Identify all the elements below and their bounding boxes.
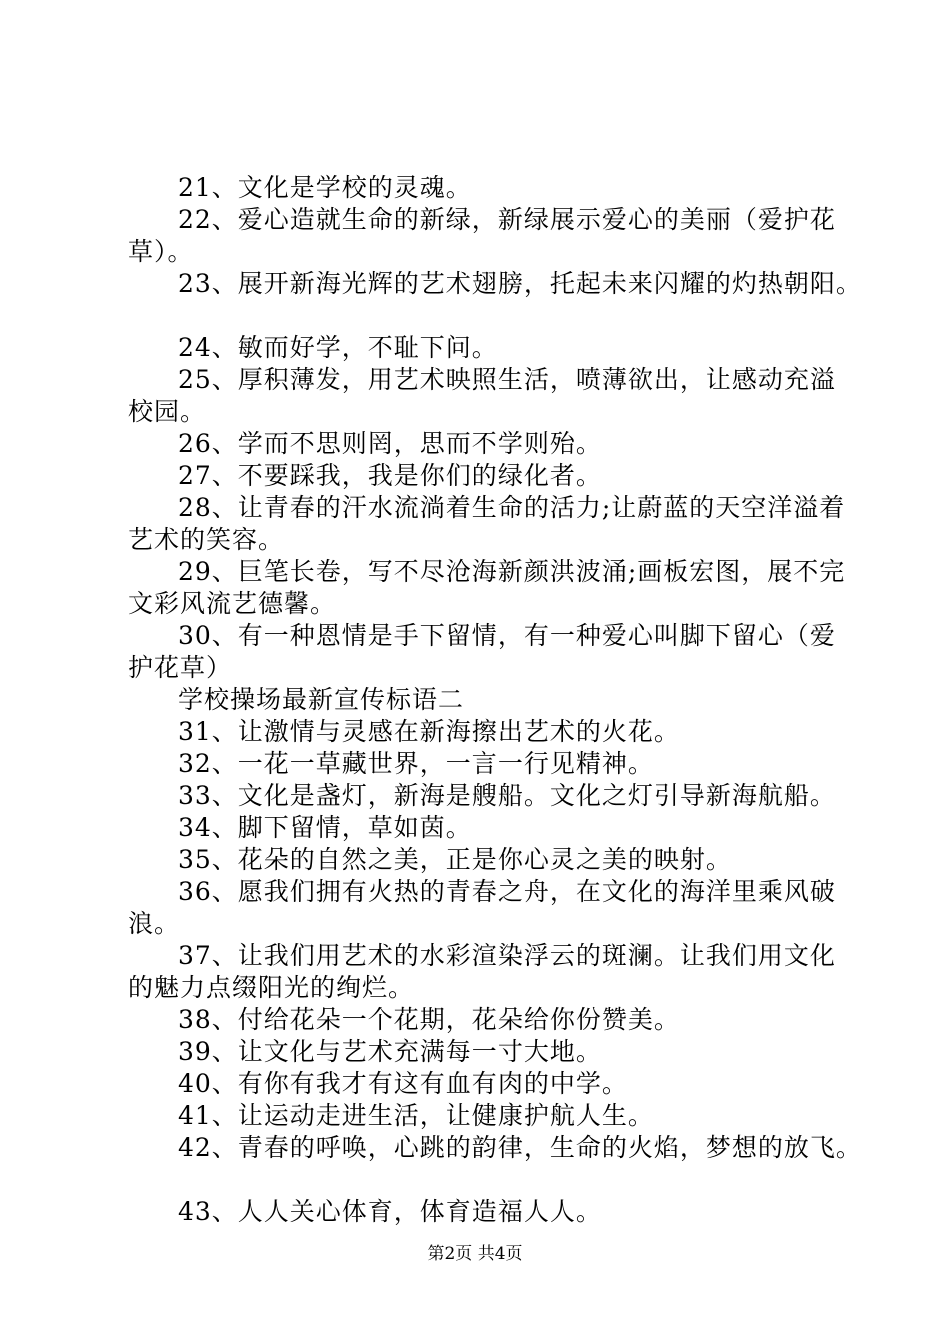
slogan-37-continued: 的魅力点缀阳光的绚烂。	[128, 973, 415, 1002]
slogan-22: 22、爱心造就生命的新绿，新绿展示爱心的美丽（爱护花	[178, 205, 836, 234]
slogan-43: 43、人人关心体育，体育造福人人。	[178, 1197, 602, 1226]
page-footer: 第2页 共4页	[427, 1244, 523, 1264]
document-body	[128, 172, 862, 1228]
slogan-36-continued: 浪。	[128, 909, 181, 938]
slogan-25-continued: 校园。	[128, 397, 207, 426]
slogan-28: 28、让青春的汗水流淌着生命的活力;让蔚蓝的天空洋溢着	[178, 493, 846, 522]
slogan-28-continued: 艺术的笑容。	[128, 525, 285, 554]
slogan-42: 42、青春的呼唤，心跳的韵律，生命的火焰，梦想的放飞。	[178, 1133, 862, 1162]
slogan-39: 39、让文化与艺术充满每一寸大地。	[178, 1037, 602, 1066]
slogan-40: 40、有你有我才有这有血有肉的中学。	[178, 1069, 628, 1098]
slogan-30-continued: 护花草）	[128, 653, 233, 682]
slogan-30: 30、有一种恩情是手下留情，有一种爱心叫脚下留心（爱	[178, 621, 836, 650]
slogan-41: 41、让运动走进生活，让健康护航人生。	[178, 1101, 654, 1130]
slogan-26: 26、学而不思则罔，思而不学则殆。	[178, 429, 602, 458]
slogan-24: 24、敏而好学，不耻下问。	[178, 333, 498, 362]
slogan-38: 38、付给花朵一个花期，花朵给你份赞美。	[178, 1005, 680, 1034]
slogan-33: 33、文化是盏灯，新海是艘船。文化之灯引导新海航船。	[178, 781, 836, 810]
slogan-37: 37、让我们用艺术的水彩渲染浮云的斑澜。让我们用文化	[178, 941, 836, 970]
slogan-34: 34、脚下留情，草如茵。	[178, 813, 472, 842]
slogan-27: 27、不要踩我，我是你们的绿化者。	[178, 461, 602, 490]
slogan-36: 36、愿我们拥有火热的青春之舟，在文化的海洋里乘风破	[178, 877, 836, 906]
blank-line	[128, 300, 840, 332]
slogan-29: 29、巨笔长卷，写不尽沧海新颜洪波涌;画板宏图，展不完	[178, 557, 846, 586]
slogan-21: 21、文化是学校的灵魂。	[178, 173, 472, 202]
slogan-35: 35、花朵的自然之美，正是你心灵之美的映射。	[178, 845, 732, 874]
slogan-31: 31、让激情与灵感在新海擦出艺术的火花。	[178, 717, 680, 746]
slogan-25: 25、厚积薄发，用艺术映照生活，喷薄欲出，让感动充溢	[178, 365, 836, 394]
section-heading: 学校操场最新宣传标语二	[178, 685, 465, 714]
slogan-23: 23、展开新海光辉的艺术翅膀，托起未来闪耀的灼热朝阳。	[178, 269, 862, 298]
slogan-22-continued: 草）。	[128, 237, 194, 266]
slogan-32: 32、一花一草藏世界，一言一行见精神。	[178, 749, 654, 778]
blank-line	[128, 1164, 840, 1196]
slogan-29-continued: 文彩风流艺德馨。	[128, 589, 337, 618]
